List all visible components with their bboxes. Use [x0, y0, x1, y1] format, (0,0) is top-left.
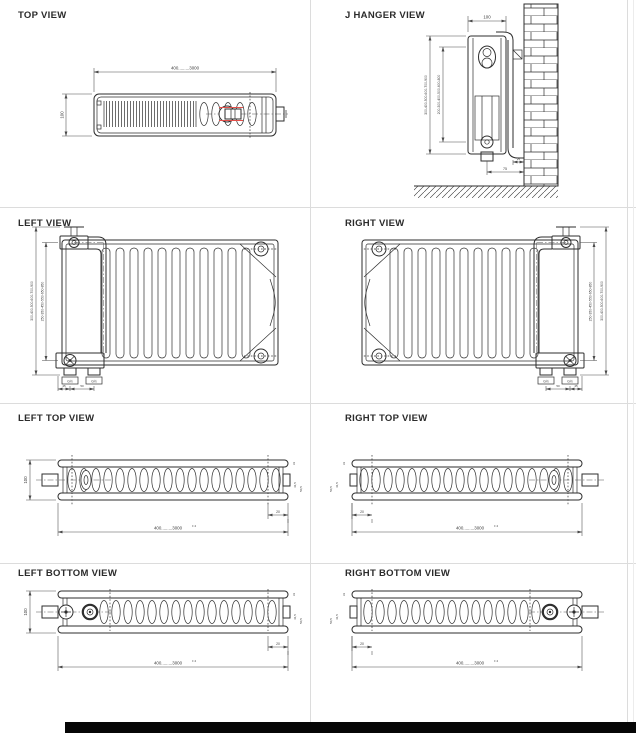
j-hanger-floor-offset-dim: 75 [503, 167, 507, 171]
left-bottom-view-depth-a-dim: 41,5 [293, 614, 297, 620]
right-bottom-view-depth-b-dim: 50,5 [329, 618, 333, 624]
left-top-view-drawing [0, 403, 310, 563]
section-title-top-view: TOP VIEW [18, 10, 67, 21]
page-edge-line-outer [627, 0, 628, 722]
left-bottom-view-rail-depth-dim: 31 [292, 592, 296, 597]
right-bottom-view-tolerance: ± 2 [494, 659, 499, 663]
left-bottom-view-tolerance: ± 2 [192, 659, 197, 663]
right-top-view-tolerance: ± 2 [494, 524, 499, 528]
section-title-j-hanger-view: J HANGER VIEW [345, 10, 425, 21]
grid-line-row1 [0, 207, 636, 208]
left-bottom-view-height-dim: 100 [23, 608, 28, 616]
top-view-length-dim: 400.........3000 [170, 65, 200, 71]
left-view-heights-outer-dim: 300-400-500-600-700-900 [30, 281, 34, 321]
left-view-dim-a: 45 [62, 384, 66, 388]
left-top-view-length-dim: 400.........3000 [153, 525, 183, 531]
right-top-view-end-offset-dim: 20 [360, 510, 364, 514]
left-bottom-view-end-offset-dim: 20 [276, 642, 280, 646]
section-title-right-view: RIGHT VIEW [345, 218, 405, 229]
right-bottom-view-end-offset-dim: 20 [360, 642, 364, 646]
right-view-heights-outer-dim: 300-400-500-600-700-900 [600, 281, 604, 321]
left-top-view-depth-a-dim: 41,5 [293, 482, 297, 488]
right-bottom-view-depth-a-dim: 41,5 [335, 614, 339, 620]
left-top-view-section [0, 403, 310, 563]
left-top-view-end-offset-dim: 20 [276, 510, 280, 514]
left-top-view-tolerance: ± 2 [192, 524, 197, 528]
right-bottom-view-length-dim: 400.........3000 [455, 660, 485, 666]
left-view-conn-label-1: G½ [67, 379, 73, 384]
right-top-view-length-dim: 400.........3000 [455, 525, 485, 531]
footer-bar [65, 722, 636, 733]
right-view-dim-b: 50 [556, 384, 560, 388]
right-view-section [310, 207, 636, 403]
top-view-section [0, 0, 310, 207]
j-hanger-drawing [310, 0, 636, 207]
left-bottom-view-section [0, 563, 310, 722]
left-view-heights-inner-dim: 250-350-450-550-650-850 [40, 281, 45, 322]
left-view-drawing [0, 207, 310, 403]
right-top-view-section [310, 403, 636, 563]
left-bottom-view-drawing [0, 563, 310, 722]
section-title-left-view: LEFT VIEW [18, 218, 72, 229]
right-top-view-drawing [310, 403, 636, 563]
grid-line-vertical [310, 0, 311, 722]
j-hanger-width-dim: 100 [483, 14, 491, 20]
left-view-conn-label-2: G½ [91, 379, 97, 384]
right-top-view-depth-a-dim: 41,5 [335, 482, 339, 488]
right-bottom-view-drawing [310, 563, 636, 722]
left-bottom-view-length-dim: 400.........3000 [153, 660, 183, 666]
right-top-view-rail-depth-dim: 31 [342, 461, 346, 466]
j-hanger-heights-outer-dim: 300-400-500-600-700-900 [424, 75, 428, 115]
section-title-right-bottom-view: RIGHT BOTTOM VIEW [345, 568, 451, 579]
section-title-left-top-view: LEFT TOP VIEW [18, 413, 95, 424]
right-view-drawing [310, 207, 636, 403]
left-top-view-rail-depth-dim: 31 [292, 461, 296, 466]
top-view-drawing [0, 0, 310, 207]
top-view-height-dim: 100 [59, 111, 65, 119]
j-hanger-section [310, 0, 636, 207]
left-top-view-height-dim: 100 [23, 476, 28, 484]
right-view-heights-inner-dim: 250-350-450-550-650-850 [588, 281, 593, 322]
page-edge-line-inner [633, 0, 634, 722]
j-hanger-heights-inner-dim: 200-300-400-500-600-800 [437, 74, 441, 115]
grid-line-row3 [0, 563, 636, 564]
right-bottom-view-section [310, 563, 636, 722]
left-top-view-depth-b-dim: 50,5 [299, 486, 303, 492]
left-bottom-view-depth-b-dim: 50,5 [299, 618, 303, 624]
right-view-dim-a: 45 [574, 384, 578, 388]
section-title-left-bottom-view: LEFT BOTTOM VIEW [18, 568, 118, 579]
left-view-section [0, 207, 310, 403]
j-hanger-wall-gap-dim: 25 [516, 157, 521, 161]
right-view-conn-label-1: G½ [543, 379, 549, 384]
left-view-dim-b: 50 [80, 384, 84, 388]
right-bottom-view-rail-depth-dim: 31 [342, 592, 346, 597]
section-title-right-top-view: RIGHT TOP VIEW [345, 413, 428, 424]
right-top-view-depth-b-dim: 50,5 [329, 486, 333, 492]
grid-line-row2 [0, 403, 636, 404]
right-view-conn-label-2: G½ [567, 379, 573, 384]
